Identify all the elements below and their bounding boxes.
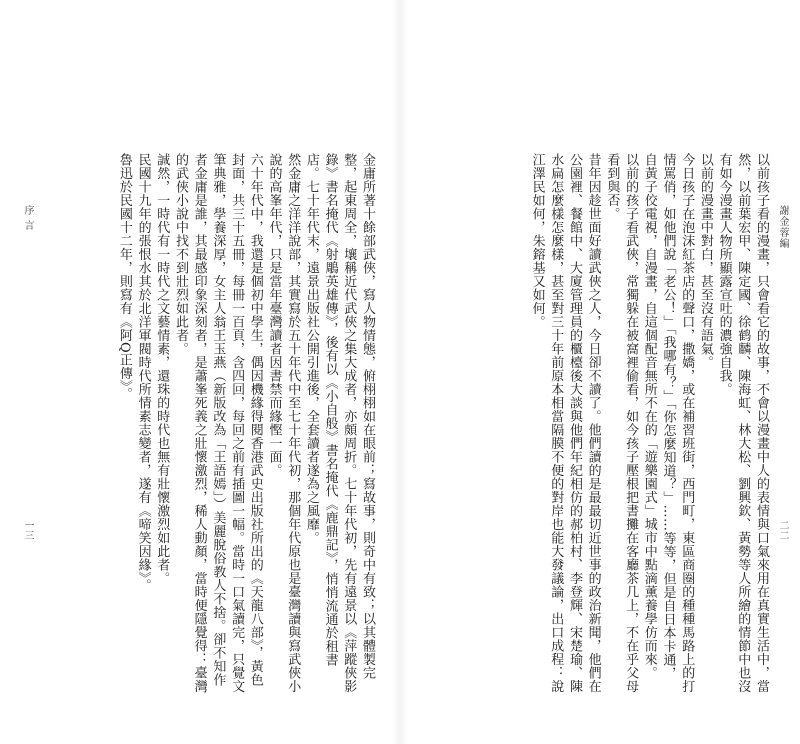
right-text-block: [470, 153, 770, 693]
paragraph: 以前孩子看的漫畫，只會看它的故事，不會以漫畫中人的表情與口氣來用在真實生活中，當然，以前葉宏甲、陳定國、徐鹤麟、陳海虹、林大松、劉興欽、黃勢等人所繪的情節中也沒有如今漫畫人物所顯露宣吐的濃強自我。: [716, 153, 769, 693]
paragraph: 今日孩子在泡沫紅茶店的聲口，撒嬌，或在補習班街，西門町，東區商圈的種種馬路上的打情罵俏，如他們說「老公！」「我哪有？」「你怎麼知道？」……等等，但是自日本卡通，自黃子佼電視，自漫畫，自這個配音無所不在的「遊樂園式」城市中點滴薰養學仿而來。: [641, 153, 695, 693]
paragraph: 誠然，一時代有一時代之文藝情素，還珠的時代也無有壯懷激烈如此者。: [154, 153, 170, 585]
paragraph: 民國十九年的張恨水其於北洋軍閥時代所情素志變者，遂有《啼笑因緣》。: [135, 153, 151, 592]
left-running-head: 序 言: [22, 205, 33, 232]
left-page-number: 一三: [22, 520, 33, 540]
paragraph: 以前的漫畫中對白，甚至沒有語氣。: [697, 153, 713, 369]
left-text-block: [99, 153, 376, 693]
paragraph: 魯迅於民國十二年，則寫有《阿Q正傳》。: [116, 153, 132, 401]
right-page-number: 二二: [777, 520, 788, 540]
right-page: [400, 0, 800, 744]
paragraph: 六十年代中，我還是個初中學生，偶因機緣得閱香港武史出版社所出的《天龍八部》，黃色封面，共三十五冊，每冊一百頁，含四回，每回之前有插圖一幅。當時一口氣讀完，只覺文筆典雅，學養深厚，女主人翁王玉燕（新版改為「王語嫣」）美麗脫俗教人不捨。卻不知作者金庸是誰，其最感印象深刻者，是蕭峯死義之壯懷激烈，稀人動顏，當時便隱覺得：臺灣的武俠小說中找不到壯烈如此者。: [172, 153, 263, 693]
paragraph: 金庸所著十餘部武俠，寫人物情態，俯栩栩如在眼前；寫故事，則奇中有致；以其體製完整，起東周全，壤稱近代武俠之集大成者，亦頗周折。七十年代初，先有遠景以《萍蹤俠影錄》書名掩代《射鵰英雄傳》，後有以《小自般》書名掩代《鹿鼎記》，悄悄流通於租書店。七十年代末，遠景出版社公開引進後，全套讀者遂為之風靡。: [303, 153, 375, 693]
paragraph: 昔年因趁世面好讀武俠之人，今日卻不讀了。他們讀的是最最切近世事的政治新聞，他們在公園裡、餐館中、大廈管理員的櫃檯後大談與他們年紀相仿的郝柏村、李登輝、宋楚瑜、陳水扁怎麼樣怎麼樣，甚至對三十年前原本相當隔膜不便的對岸也能大發議論，出口成程：說江澤民如何，朱鎔基又如何。: [529, 153, 601, 693]
right-running-head: 謝金蓉編: [777, 205, 788, 249]
paragraph: 然金庸之洋洋說部，其實寫於五十年代中至七十年代初，那個年代原也是臺灣讀與寫武俠小說的高峯年代，只是當年臺灣讀者因書禁而緣慳一面。: [266, 153, 301, 693]
paragraph: 以前的孩子看武俠，常獨躲在被窩裡偷看，如今孩子壓根把書攤在客廳茶几上，不在乎父母看到與否。: [604, 153, 639, 693]
